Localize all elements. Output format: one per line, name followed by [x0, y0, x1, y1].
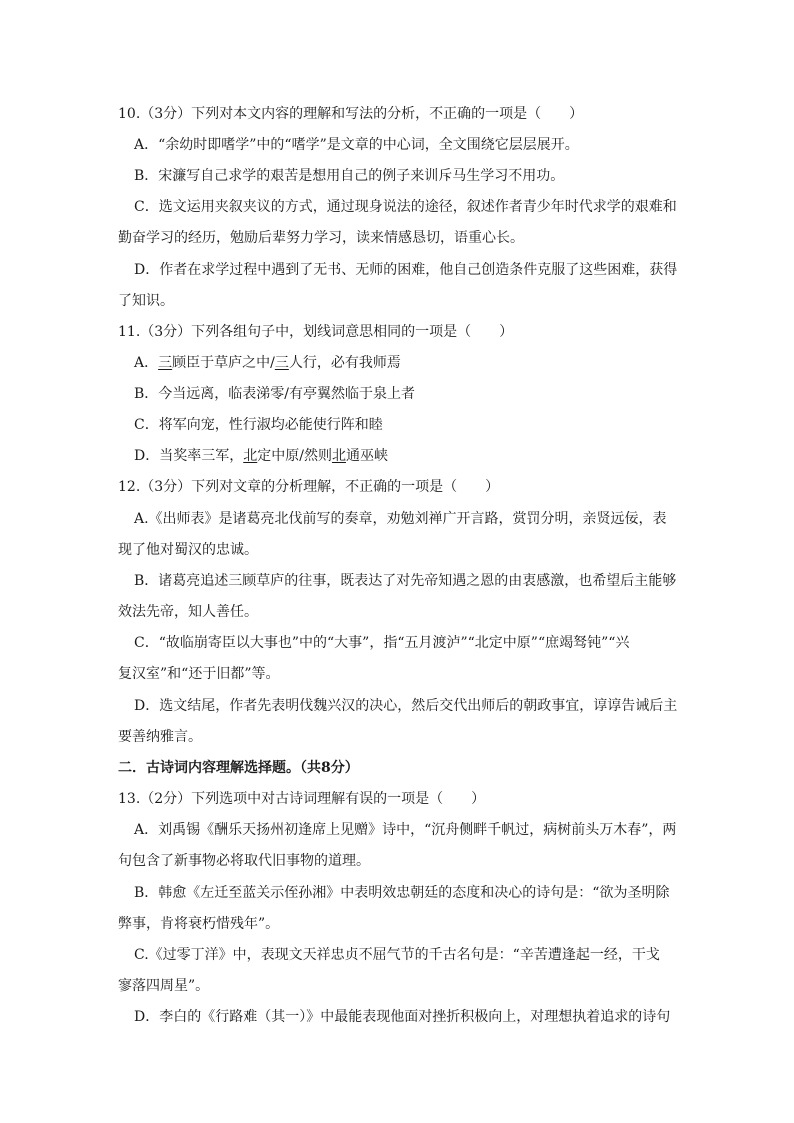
q12-stem: 12.（3分）下列对文章的分析理解，不正确的一项是（ ）	[118, 479, 500, 495]
q12-option-a: A.《出师表》是诸葛亮北伐前写的奏章，劝勉刘禅广开言路，赏罚分明，亲贤远佞，表	[134, 511, 667, 527]
text-part: 当奖率三军，	[159, 448, 244, 464]
q10-stem: 10.（3分）下列对本文内容的理解和写法的分析，不正确的一项是（ ）	[118, 106, 584, 122]
q13-stem: 13.（2分）下列选项中对古诗词理解有误的一项是（ ）	[118, 791, 486, 807]
q13-option-c: C.《过零丁洋》中，表现文天祥忠贞不屈气节的千古名句是：“辛苦遭逢起一经，干戈	[134, 947, 660, 963]
underlined-word: 北	[331, 448, 346, 464]
q11-c-label: C．	[134, 417, 159, 433]
q11-option-b	[134, 385, 694, 403]
q11-option-a	[134, 354, 694, 372]
q10-option-c: C．选文运用夹叙夹议的方式，通过现身说法的途径，叙述作者青少年时代求学的艰难和	[134, 199, 677, 215]
q13-option-b: B．韩愈《左迁至蓝关示侄孙湘》中表明效忠朝廷的态度和决心的诗句是：“欲为圣明除	[134, 885, 670, 901]
q11-a-label: A．	[134, 355, 159, 371]
underlined-word: 北	[243, 448, 258, 464]
q13-option-a-cont: 句包含了新事物必将取代旧事物的道理。	[118, 853, 370, 869]
q13-option-b-cont: 弊事，肯将衰朽惜残年”。	[118, 916, 280, 932]
q11-option-c	[134, 416, 694, 434]
q10-option-b: B．宋濂写自己求学的艰苦是想用自己的例子来训斥马生学习不用功。	[134, 168, 565, 184]
q11-stem: 11.（3分）下列各组句子中，划线词意思相同的一项是（ ）	[118, 324, 514, 340]
q13-option-d: D．李白的《行路难（其一）》中最能表现他面对挫折积极向上，对理想执着追求的诗句	[134, 1009, 671, 1025]
text-part: 人行，必有我师焉	[288, 355, 401, 371]
text-part: 今当远离，临表涕零/有亭翼然临于泉上者	[158, 386, 416, 402]
q12-option-d: D．选文结尾，作者先表明伐魏兴汉的决心，然后交代出师后的朝政事宜，谆谆告诫后主	[134, 698, 678, 714]
underlined-word: 三	[274, 355, 289, 371]
q12-option-d-cont: 要善纳雅言。	[118, 729, 202, 745]
q11-b-label: B．	[134, 386, 159, 402]
q12-option-b: B．诸葛亮追述三顾草庐的往事，既表达了对先帝知遇之恩的由衷感激，也希望后主能够	[134, 573, 677, 589]
section-title: 二．古诗词内容理解选择题。（共8分）	[118, 760, 359, 776]
q10-option-d: D．作者在求学过程中遇到了无书、无师的困难，他自己创造条件克服了这些困难，获得	[134, 262, 678, 278]
q12-option-a-cont: 现了他对蜀汉的忠诚。	[118, 542, 258, 558]
text-part: 通巫峡	[345, 448, 388, 464]
q12-option-c: C．“故临崩寄臣以大事也”中的“大事”，指“五月渡泸”“北定中原”“庶竭驽钝”“兴	[134, 635, 630, 651]
q12-option-b-cont: 效法先帝，知人善任。	[118, 604, 258, 620]
q11-option-d	[134, 447, 694, 465]
underlined-word: 三	[158, 355, 173, 371]
q10-option-d-cont: 了知识。	[118, 293, 174, 309]
q13-option-c-cont: 寥落四周星”。	[118, 978, 210, 994]
q10-option-a: A．“余幼时即嗜学”中的“嗜学”是文章的中心词，全文围绕它层层展开。	[134, 137, 579, 153]
text-part: 顾臣于草庐之中/	[172, 355, 275, 371]
q10-option-c-cont: 勤奋学习的经历，勉励后辈努力学习，读来情感恳切，语重心长。	[118, 230, 524, 246]
text-part: 将军向宠，性行淑均必能使行阵和睦	[158, 417, 383, 433]
q13-option-a: A．刘禹锡《酬乐天扬州初逢席上见赠》诗中，“沉舟侧畔千帆过，病树前头万木春”，两	[134, 822, 677, 838]
q11-d-label: D．	[134, 448, 160, 464]
text-part: 定中原/然则	[257, 448, 332, 464]
q12-option-c-cont: 复汉室”和“还于旧都”等。	[118, 666, 280, 682]
